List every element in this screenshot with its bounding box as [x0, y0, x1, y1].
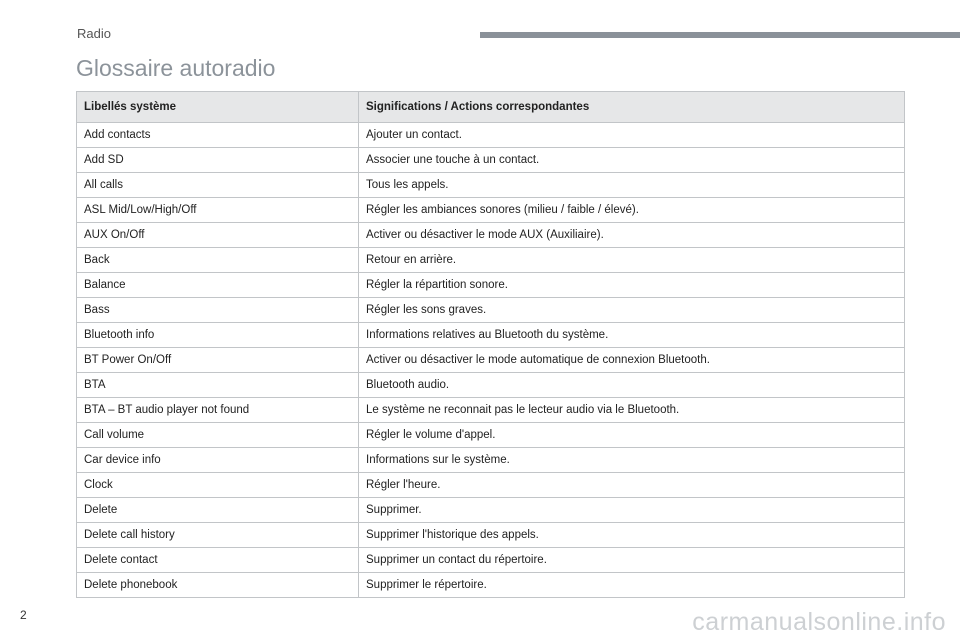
meaning-cell: Informations relatives au Bluetooth du système.: [359, 323, 905, 348]
table-row: [77, 548, 905, 573]
meaning-cell: Supprimer le répertoire.: [359, 573, 905, 598]
system-label-cell: Delete call history: [77, 523, 359, 548]
table-row: [77, 423, 905, 448]
system-label-cell: ASL Mid/Low/High/Off: [77, 198, 359, 223]
section-label: Radio: [77, 26, 111, 41]
system-label-cell: Bass: [77, 298, 359, 323]
meaning-cell: Bluetooth audio.: [359, 373, 905, 398]
table-row: [77, 473, 905, 498]
meaning-cell: Régler les ambiances sonores (milieu / faible / élevé).: [359, 198, 905, 223]
meaning-cell: Supprimer un contact du répertoire.: [359, 548, 905, 573]
table-row: [77, 498, 905, 523]
table-row: [77, 448, 905, 473]
system-label-cell: Balance: [77, 273, 359, 298]
table-row: [77, 323, 905, 348]
page-title: Glossaire autoradio: [76, 55, 276, 81]
meaning-cell: Activer ou désactiver le mode automatique de connexion Bluetooth.: [359, 348, 905, 373]
system-label-cell: Add SD: [77, 148, 359, 173]
system-label-cell: Delete contact: [77, 548, 359, 573]
table-row: [77, 523, 905, 548]
table-header-row: [77, 92, 905, 123]
table-row: [77, 298, 905, 323]
watermark: carmanualsonline.info: [692, 608, 946, 636]
table-row: [77, 198, 905, 223]
system-label-cell: All calls: [77, 173, 359, 198]
header-bar: [480, 32, 960, 38]
system-label-cell: Delete: [77, 498, 359, 523]
meaning-cell: Régler l'heure.: [359, 473, 905, 498]
system-label-cell: Back: [77, 248, 359, 273]
meaning-cell: Supprimer l'historique des appels.: [359, 523, 905, 548]
table-row: [77, 248, 905, 273]
meaning-cell: Ajouter un contact.: [359, 123, 905, 148]
system-label-cell: Delete phonebook: [77, 573, 359, 598]
system-label-cell: BTA – BT audio player not found: [77, 398, 359, 423]
glossary-body: [77, 123, 905, 598]
meaning-cell: Régler le volume d'appel.: [359, 423, 905, 448]
table-row: [77, 398, 905, 423]
system-label-cell: Call volume: [77, 423, 359, 448]
table-row: [77, 223, 905, 248]
table-row: [77, 373, 905, 398]
system-label-cell: Add contacts: [77, 123, 359, 148]
meaning-cell: Supprimer.: [359, 498, 905, 523]
system-label-cell: Bluetooth info: [77, 323, 359, 348]
table-row: [77, 123, 905, 148]
page-number: 2: [20, 608, 27, 622]
meaning-cell: Retour en arrière.: [359, 248, 905, 273]
system-label-cell: Car device info: [77, 448, 359, 473]
table-row: [77, 273, 905, 298]
meaning-cell: Informations sur le système.: [359, 448, 905, 473]
meaning-cell: Régler la répartition sonore.: [359, 273, 905, 298]
system-label-cell: BT Power On/Off: [77, 348, 359, 373]
glossary-table: [76, 91, 905, 598]
table-row: [77, 148, 905, 173]
meaning-cell: Le système ne reconnait pas le lecteur audio via le Bluetooth.: [359, 398, 905, 423]
column-header-meanings: Significations / Actions correspondantes: [359, 92, 905, 123]
table-row: [77, 348, 905, 373]
meaning-cell: Tous les appels.: [359, 173, 905, 198]
system-label-cell: BTA: [77, 373, 359, 398]
meaning-cell: Régler les sons graves.: [359, 298, 905, 323]
meaning-cell: Associer une touche à un contact.: [359, 148, 905, 173]
system-label-cell: AUX On/Off: [77, 223, 359, 248]
meaning-cell: Activer ou désactiver le mode AUX (Auxiliaire).: [359, 223, 905, 248]
table-row: [77, 573, 905, 598]
column-header-labels: Libellés système: [77, 92, 359, 123]
table-row: [77, 173, 905, 198]
system-label-cell: Clock: [77, 473, 359, 498]
